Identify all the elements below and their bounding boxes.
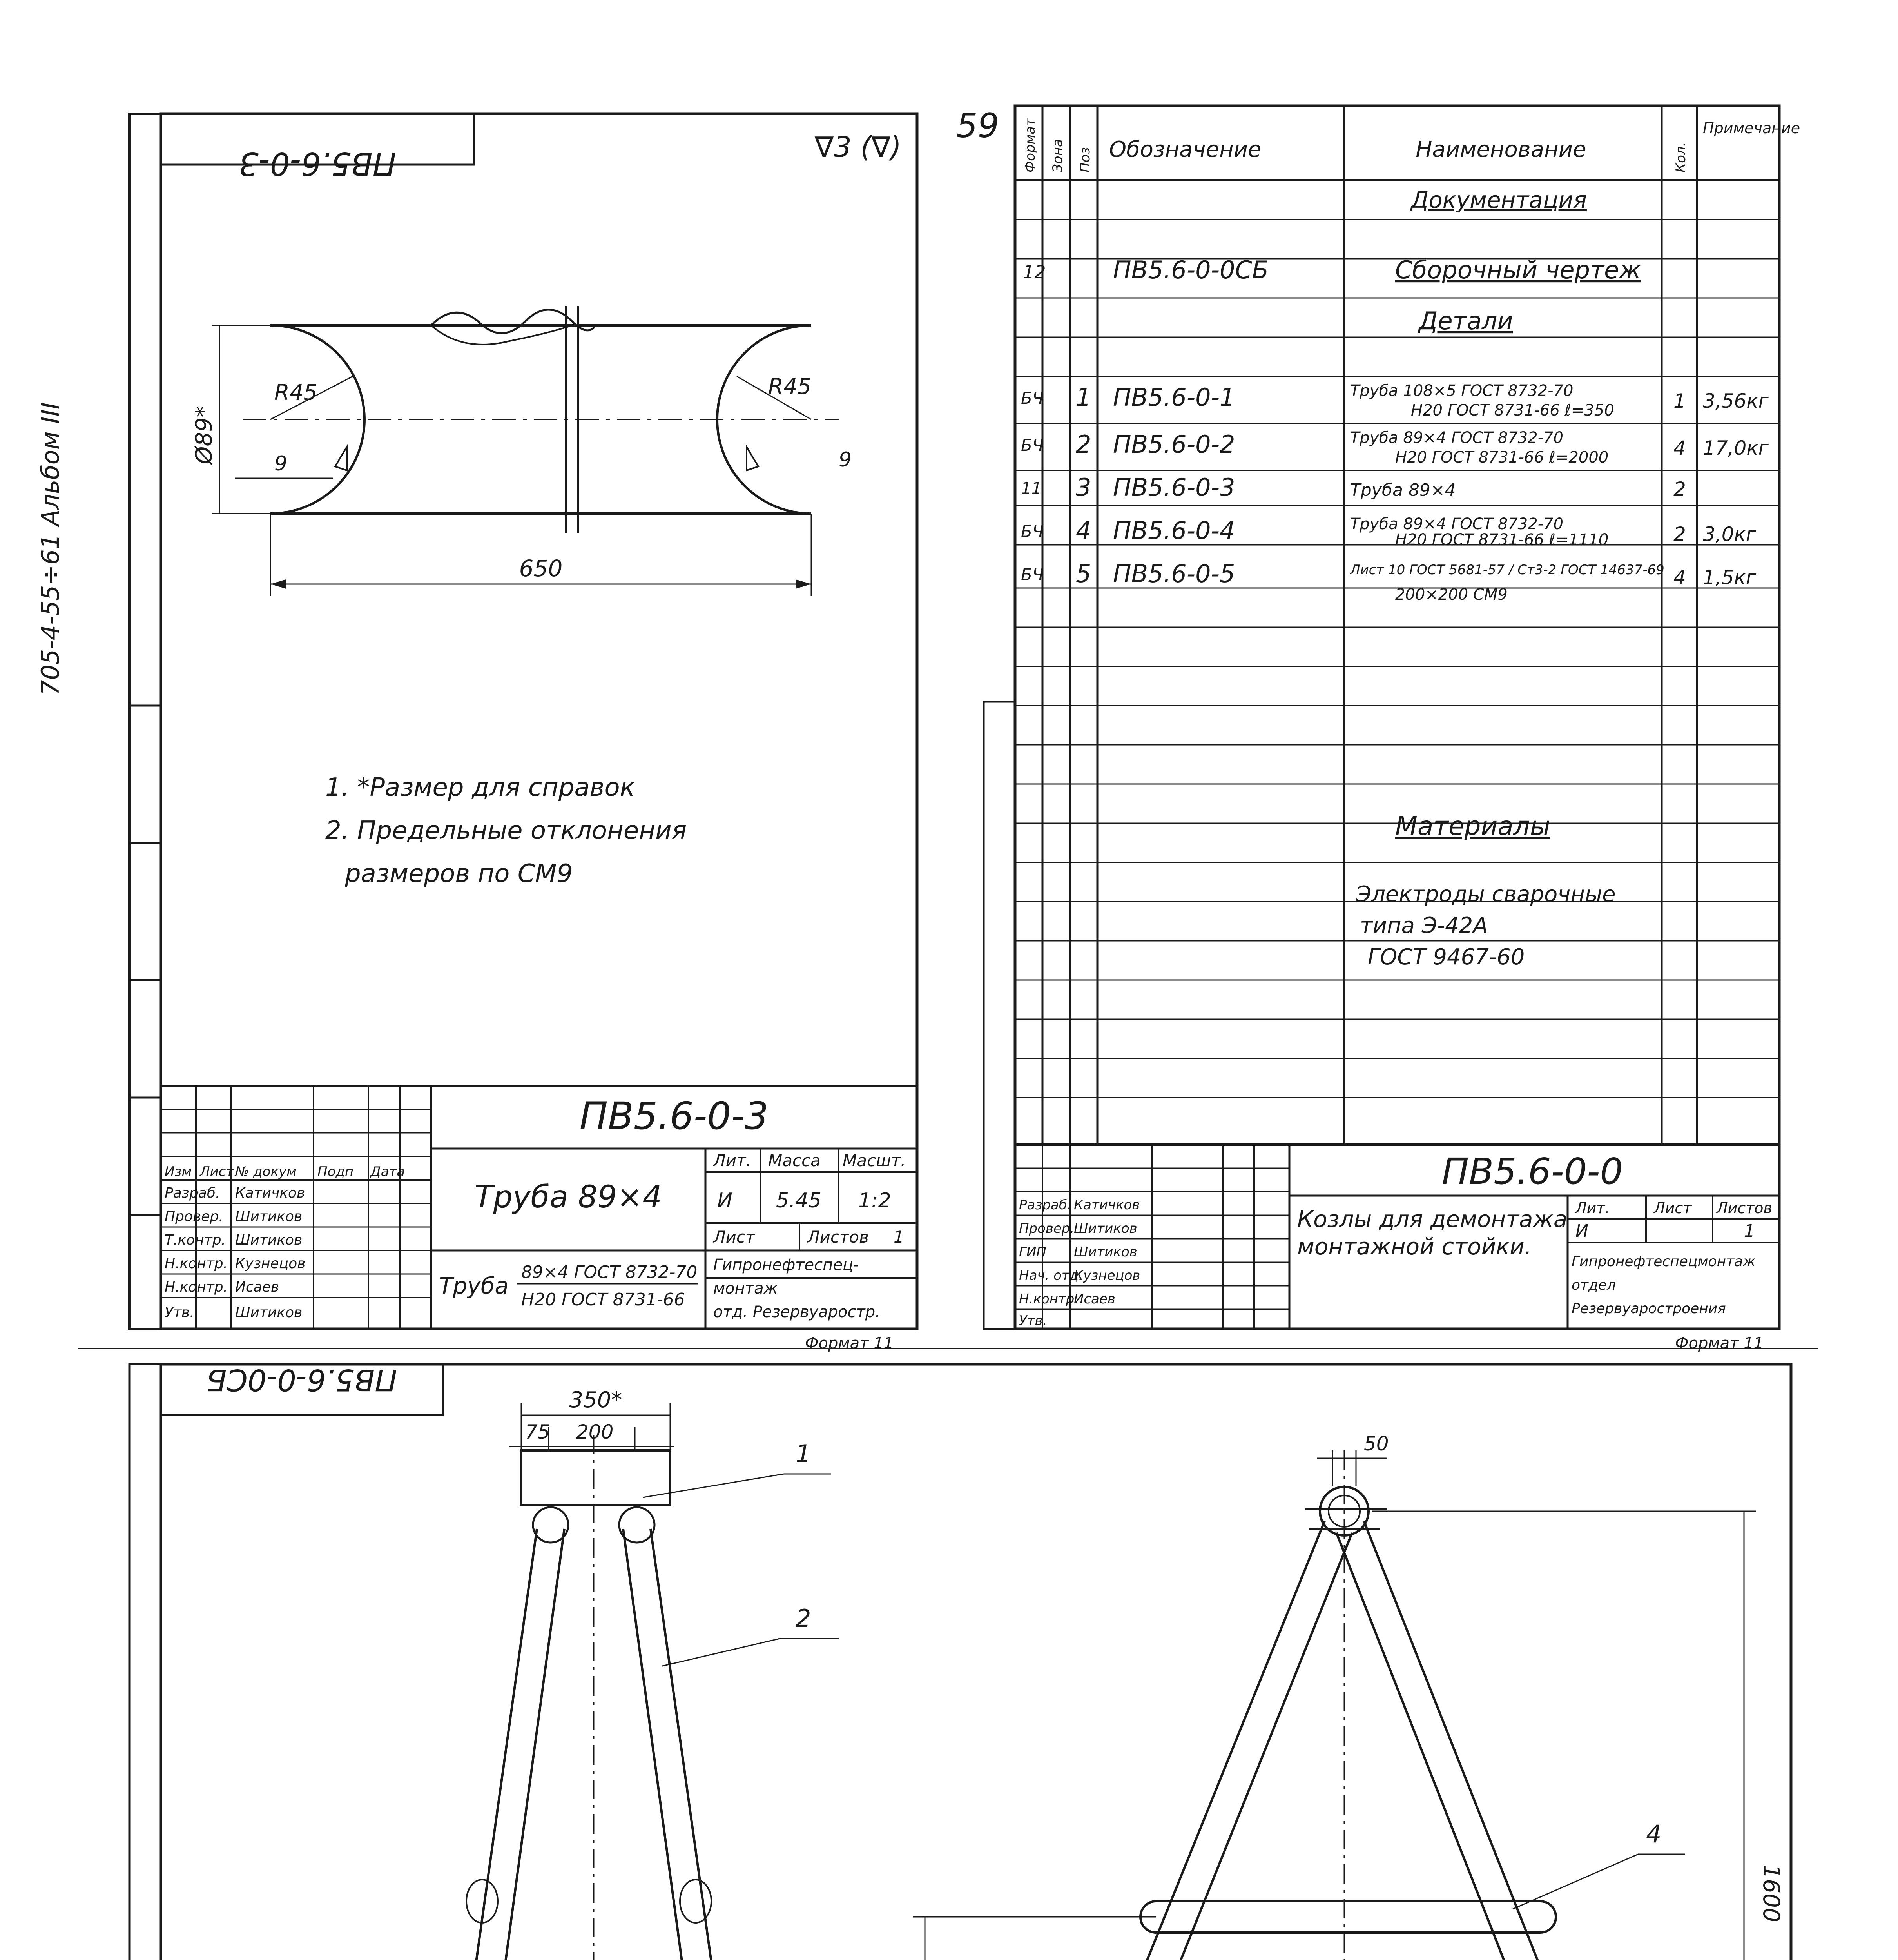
spec-hdr-zone: Зона [1050,139,1066,172]
part-name: Труба 89×4 [474,1180,662,1215]
assembly-side-strip [129,1364,161,1960]
spec-row-2-note: 17,0кг [1703,437,1769,459]
part-lit: И [717,1189,732,1212]
part-mass: 5.45 [776,1189,821,1212]
spec-row-3-pos: 3 [1076,473,1091,502]
spec-row-1-qty: 1 [1673,390,1686,412]
spec-role-2: Провер. [1019,1221,1075,1236]
spec-row-5-name-b: 200×200 СМ9 [1395,586,1508,604]
dim-radius-left: R45 [274,380,318,405]
part-frame [161,114,917,1329]
spec-row-2 [1021,429,1769,466]
spec-row-2-name-a: Труба 89×4 ГОСТ 8732-70 [1350,429,1563,447]
spec-hdr-sheet: Лист [1654,1200,1692,1217]
spec-section-details: Детали [1419,307,1513,335]
dim-200: 200 [576,1421,614,1443]
spec-row-3-designation: ПВ5.6-0-3 [1113,473,1235,502]
part-org-3: отд. Резервуаростр. [713,1303,880,1321]
spec-row-4 [1021,515,1757,549]
spec-row-1-format: БЧ [1021,388,1044,408]
spec-row-3-name-a: Труба 89×4 [1350,480,1456,500]
spec-row-2-format: БЧ [1021,436,1044,455]
part-role-5: Н.контр. [165,1279,228,1295]
spec-code: ПВ5.6-0-0 [1441,1151,1623,1192]
spec-org-1: Гипронефтеспецмонтаж [1572,1254,1756,1270]
spec-row-4-format: БЧ [1021,522,1044,541]
spec-material-2: типа Э-42А [1360,913,1488,938]
dim-offset: 9 [274,452,288,475]
spec-role-5: Н.контр. [1019,1291,1079,1307]
spec-row-1-designation: ПВ5.6-0-1 [1113,383,1235,412]
spec-doc-name: Сборочный чертеж [1395,256,1641,284]
spec-row-4-pos: 4 [1076,516,1091,545]
part-hdr-sign: Подп [317,1164,354,1180]
part-note-2: 2. Предельные отклонения [325,816,687,845]
spec-hdr-note: Примечание [1703,120,1800,137]
spec-row-5-pos: 5 [1076,559,1091,588]
part-hdr-lit: Лит. [713,1151,751,1170]
spec-name-5: Исаев [1074,1291,1115,1307]
part-role-4: Н.контр. [165,1256,228,1272]
spec-doc-designation: ПВ5.6-0-0СБ [1113,256,1269,284]
part-role-2: Провер. [165,1209,223,1225]
spec-row-4-name-a: Труба 89×4 ГОСТ 8732-70 [1350,515,1563,533]
part-name-5: Исаев [235,1279,279,1295]
spec-material-3: ГОСТ 9467-60 [1368,944,1525,970]
dim-length: 650 [519,555,563,582]
spec-role-3: ГИП [1019,1244,1046,1260]
part-name-6: Шитиков [235,1305,303,1321]
spec-row-4-note: 3,0кг [1703,523,1756,546]
part-note-3: размеров по СМ9 [345,859,573,888]
spec-row-5-note: 1,5кг [1703,566,1756,589]
spec-row-5-qty: 4 [1673,566,1686,589]
dim-radius-right: R45 [768,374,812,399]
spec-row-2-pos: 2 [1076,430,1091,459]
spec-row-4-designation: ПВ5.6-0-4 [1113,516,1235,545]
spec-hdr-designation: Обозначение [1109,137,1262,162]
spec-org-3: Резервуаростроения [1572,1301,1726,1317]
spec-side-strip [984,702,1015,1329]
dim-50: 50 [1364,1432,1389,1455]
spec-role-6: Утв. [1019,1313,1047,1328]
specification-sheet [956,106,1800,1352]
part-format: Формат 11 [805,1334,894,1352]
spec-row-5-designation: ПВ5.6-0-5 [1113,559,1235,588]
spec-row-2-designation: ПВ5.6-0-2 [1113,430,1235,459]
spec-title-block [1015,1145,1779,1329]
side-view [892,1432,1785,1960]
leader-4: 4 [1646,1820,1662,1848]
part-hdr-doc: № докум [235,1164,297,1180]
part-hdr-mass: Масса [768,1151,821,1170]
spec-section-documentation: Документация [1411,187,1587,213]
spec-name-1: Катичков [1074,1197,1140,1213]
spec-row-5-name-a: Лист 10 ГОСТ 5681-57 / Ст3-2 ГОСТ 14637-69 [1350,562,1664,578]
spec-row-3 [1021,473,1686,502]
spec-role-4: Нач. отд. [1019,1268,1083,1283]
part-org-2: монтаж [713,1279,778,1298]
pipe-part-view [190,306,852,596]
part-role-3: Т.контр. [165,1232,226,1248]
spec-hdr-name: Наименование [1416,137,1586,162]
part-name-3: Шитиков [235,1232,303,1248]
spec-format: Формат 11 [1675,1334,1764,1352]
spec-row-1-note: 3,56кг [1703,390,1769,412]
spec-row-1 [1021,382,1769,419]
part-material-spec-bottom: Н20 ГОСТ 8731-66 [521,1290,685,1310]
assembly-stamp-code: ПВ5.6-0-0СБ [206,1363,397,1398]
spec-hdr-lit: Лит. [1575,1200,1610,1217]
spec-row-2-name-b: Н20 ГОСТ 8731-66 ℓ=2000 [1395,448,1609,466]
part-name-2: Шитиков [235,1209,303,1225]
spec-row-3-qty: 2 [1673,478,1686,501]
spec-section-materials: Материалы [1395,811,1550,841]
part-hdr-scale: Масшт. [843,1151,906,1170]
spec-hdr-qty: Кол. [1673,142,1689,172]
part-stamp-code: ПВ5.6-0-3 [239,145,396,182]
spec-hdr-format: Формат [1022,118,1038,172]
dim-350: 350* [569,1387,622,1413]
spec-hdr-pos: Поз [1077,147,1093,172]
spec-doc-format: 12 [1023,261,1046,283]
leg-front-left [412,1529,564,1960]
spec-name-a: Козлы для демонтажа [1297,1206,1568,1232]
part-hdr-date: Дата [370,1164,405,1180]
part-scale: 1:2 [858,1189,891,1212]
spec-name-b: монтажной стойки. [1297,1233,1532,1260]
part-code: ПВ5.6-0-3 [579,1094,769,1138]
dim-offset-right: 9 [839,448,852,472]
spec-name-2: Шитиков [1074,1221,1137,1236]
assembly-sheet [78,1348,1818,1960]
spec-row-4-name-b: Н20 ГОСТ 8731-66 ℓ=1110 [1395,531,1609,549]
spec-row-1-name-a: Труба 108×5 ГОСТ 8732-70 [1350,382,1574,400]
dim-1600: 1600 [1758,1864,1785,1922]
spec-org-2: отдел [1572,1277,1616,1293]
part-drawing-sheet [36,114,917,1352]
leg-side-right [1336,1521,1720,1960]
spec-hdr-sheets: Листов [1717,1200,1772,1217]
dim-diameter: Ø89* [190,406,217,465]
part-sheets-label: Листов [807,1227,869,1247]
roughness-mark: ∇3 (∇) [814,131,901,163]
part-org-1: Гипронефтеспец- [713,1256,859,1274]
part-title-block [161,1086,917,1329]
part-hdr-list: Лист [200,1164,234,1180]
spec-row-5-format: БЧ [1021,565,1044,584]
spec-lit: И [1575,1221,1588,1241]
assembly-frame [161,1364,1791,1960]
spec-row-2-qty: 4 [1673,437,1686,459]
spec-row-3-format: 11 [1021,479,1042,498]
spec-role-1: Разраб. [1019,1197,1071,1213]
side-album-ref: 705-4-55÷61 Альбом III [36,402,65,696]
side-stamp-strip [129,114,161,1329]
part-role-6: Утв. [165,1305,194,1321]
leader-1: 1 [796,1439,811,1468]
part-sheet-label: Лист [713,1227,755,1247]
leader-2: 2 [796,1604,811,1633]
part-material-label: Труба [439,1272,509,1299]
part-note-1: 1. *Размер для справок [325,773,635,802]
spec-material-1: Электроды сварочные [1356,882,1616,907]
leg-side-left [960,1521,1352,1960]
page-number: 59 [956,106,999,145]
spec-name-3: Шитиков [1074,1244,1137,1260]
spec-name-4: Кузнецов [1074,1268,1140,1283]
spec-row-5 [1021,559,1757,604]
spec-sheets: 1 [1744,1221,1755,1241]
part-hdr-izm: Изм [165,1164,192,1180]
spec-row-1-name-b: Н20 ГОСТ 8731-66 ℓ=350 [1411,401,1614,419]
part-name-4: Кузнецов [235,1256,306,1272]
part-name-1: Катичков [235,1185,305,1201]
part-material-spec-top: 89×4 ГОСТ 8732-70 [521,1262,698,1282]
front-view [304,1387,847,1960]
dim-75: 75 [525,1421,550,1443]
spec-row-1-pos: 1 [1076,383,1091,412]
leg-front-right [623,1529,776,1960]
part-role-1: Разраб. [165,1185,220,1201]
spec-row-4-qty: 2 [1673,523,1686,546]
part-sheets: 1 [894,1227,904,1247]
